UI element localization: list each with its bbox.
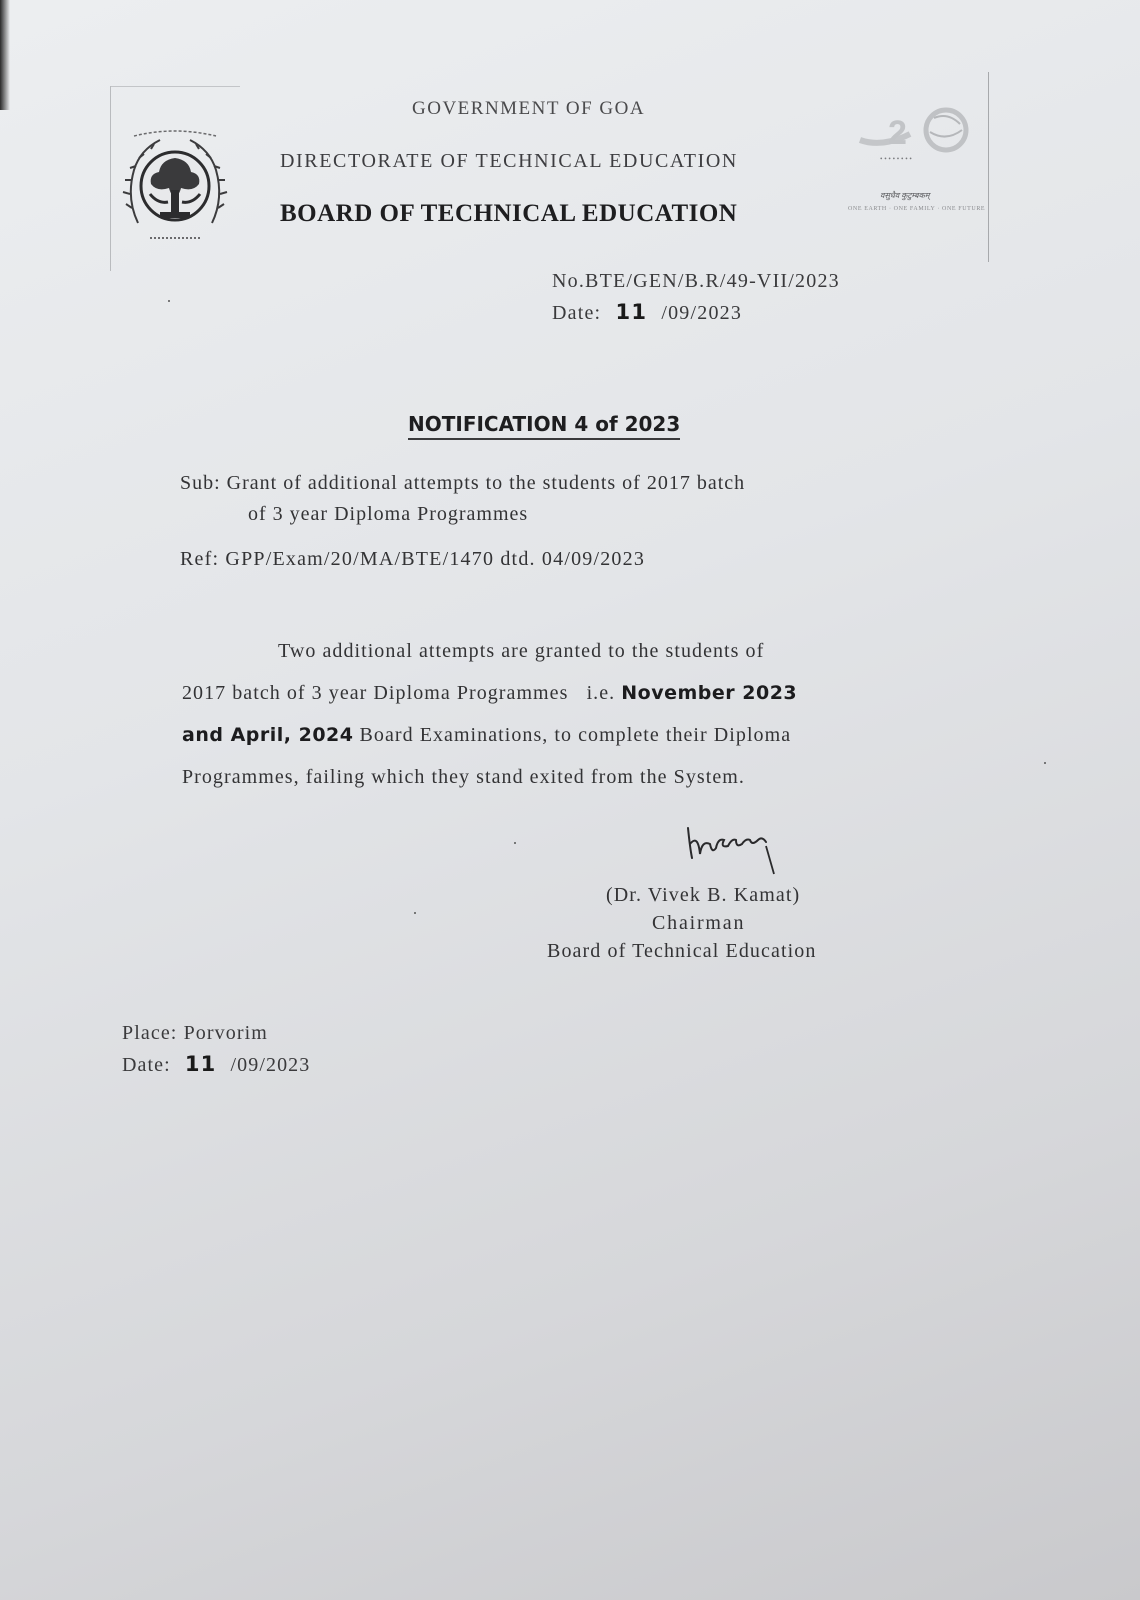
- reference-line: Ref: GPP/Exam/20/MA/BTE/1470 dtd. 04/09/2023: [180, 548, 646, 570]
- subject-block: [180, 468, 940, 530]
- signatory-name: (Dr. Vivek B. Kamat): [606, 884, 801, 906]
- paper-speck: [1044, 762, 1046, 764]
- paper-speck: [168, 300, 170, 302]
- board-heading: BOARD OF TECHNICAL EDUCATION: [280, 200, 738, 227]
- body-line-2-text: 2017 batch of 3 year Diploma Programmes i.e.: [182, 682, 622, 704]
- paper-speck: [514, 842, 516, 844]
- reference-number: No.BTE/GEN/B.R/49-VII/2023: [552, 270, 840, 292]
- reference-date-day: 11: [615, 300, 648, 324]
- body-line-1: Two additional attempts are granted to the students of: [278, 640, 765, 662]
- page-edge-shadow: [0, 0, 10, 110]
- footer-date: [122, 1052, 310, 1077]
- footer-date-day: 11: [184, 1052, 217, 1076]
- goa-emblem-icon: [120, 128, 230, 246]
- body-line-2: [182, 672, 934, 714]
- g20-caption-faint: • • • • • • • •: [880, 155, 912, 163]
- body-line-3-bold: and April, 2024: [182, 724, 354, 746]
- svg-text:2: 2: [888, 114, 907, 152]
- reference-date-label: Date:: [552, 302, 602, 324]
- g20-tagline: वसुधैव कुटुम्बकम्: [880, 191, 930, 200]
- signatory-organization: Board of Technical Education: [547, 940, 817, 962]
- paper-speck: [414, 912, 416, 914]
- footer-place: Place: Porvorim: [122, 1022, 268, 1044]
- body-line-4: Programmes, failing which they stand exited from the System.: [182, 766, 745, 788]
- reference-date-rest: /09/2023: [661, 302, 743, 324]
- government-heading: GOVERNMENT OF GOA: [412, 98, 646, 119]
- letterhead-border-left: [110, 86, 111, 271]
- g20-motto: ONE EARTH · ONE FAMILY · ONE FUTURE: [848, 206, 986, 212]
- signatory-title: Chairman: [652, 912, 746, 934]
- signature-icon: [680, 820, 790, 880]
- letterhead-border-top: [110, 86, 240, 87]
- notification-body: [182, 630, 934, 798]
- body-line-2-bold: November 2023: [621, 682, 798, 704]
- notification-title: NOTIFICATION 4 of 2023: [408, 412, 680, 440]
- directorate-heading: DIRECTORATE OF TECHNICAL EDUCATION: [280, 150, 738, 172]
- letterhead-border-right: [988, 72, 989, 262]
- body-line-3-text: Board Examinations, to complete their Diploma: [353, 724, 792, 746]
- footer-date-label: Date:: [122, 1054, 171, 1076]
- body-line-3: [182, 714, 934, 756]
- reference-date: [552, 300, 742, 325]
- subject-line-1: Sub: Grant of additional attempts to the students of 2017 batch: [180, 472, 746, 494]
- subject-line-2: of 3 year Diploma Programmes: [248, 503, 529, 525]
- footer-date-rest: /09/2023: [230, 1054, 311, 1076]
